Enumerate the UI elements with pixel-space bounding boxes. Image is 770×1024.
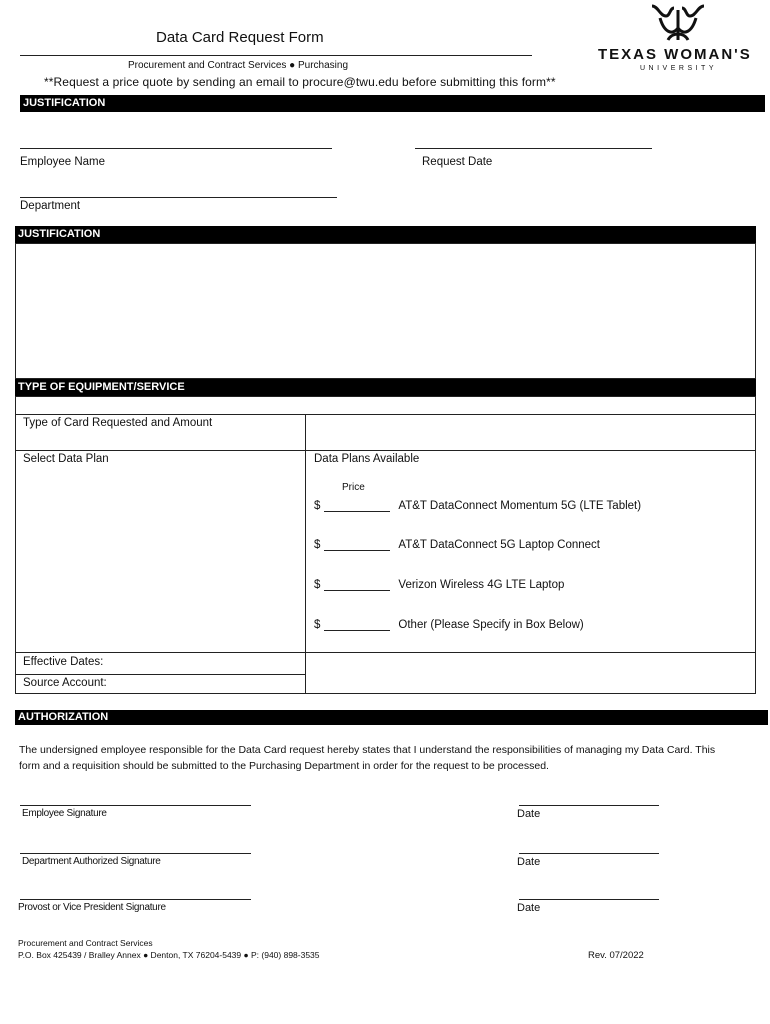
card-type-field[interactable] bbox=[306, 415, 755, 450]
provost-date-label: Date bbox=[517, 902, 541, 914]
price-quote-note: **Request a price quote by sending an email to procure@twu.edu before submitting this form** bbox=[44, 75, 556, 89]
table-divider bbox=[15, 674, 306, 675]
employee-name-line[interactable] bbox=[20, 148, 332, 149]
department-signature-label: Department Authorized Signature bbox=[22, 856, 161, 867]
plan-row bbox=[314, 499, 641, 512]
provost-signature-line[interactable] bbox=[20, 899, 251, 900]
equipment-bar bbox=[15, 379, 756, 396]
select-plan-label: Select Data Plan bbox=[23, 453, 109, 465]
employee-date-label: Date bbox=[517, 808, 541, 820]
provost-signature-label: Provost or Vice President Signature bbox=[18, 902, 166, 913]
department-date-line[interactable] bbox=[519, 853, 659, 854]
effective-dates-label: Effective Dates: bbox=[23, 656, 104, 668]
authorization-label: AUTHORIZATION bbox=[18, 711, 109, 723]
justification-bar bbox=[15, 226, 756, 243]
footer-office: Procurement and Contract Services bbox=[18, 938, 153, 948]
department-signature-line[interactable] bbox=[20, 853, 251, 854]
equipment-label: TYPE OF EQUIPMENT/SERVICE bbox=[18, 381, 185, 393]
request-date-label: Request Date bbox=[422, 156, 493, 168]
plan-name: Other (Please Specify in Box Below) bbox=[398, 619, 584, 631]
plan-name: AT&T DataConnect 5G Laptop Connect bbox=[398, 539, 600, 551]
currency-symbol: $ bbox=[314, 500, 321, 512]
employee-name-label: Employee Name bbox=[20, 156, 106, 168]
title-rule bbox=[20, 55, 532, 56]
table-divider bbox=[15, 450, 756, 451]
plan-name: Verizon Wireless 4G LTE Laptop bbox=[398, 579, 565, 591]
employee-signature-line[interactable] bbox=[20, 805, 251, 806]
department-line: Procurement and Contract Services ● Purchasing bbox=[128, 60, 349, 71]
price-input[interactable] bbox=[324, 618, 390, 631]
logo-wordmark: TEXAS WOMAN'S bbox=[598, 46, 752, 63]
authorization-statement: The undersigned employee responsible for the Data Card request hereby states that I understand the responsibilities of managing my Data Card. This form and a requisition should be submitted to the Purchasing Department in order for the request to be processed. bbox=[19, 744, 716, 772]
footer-revision: Rev. 07/2022 bbox=[588, 950, 644, 961]
department-date-label: Date bbox=[517, 856, 541, 868]
form-title: Data Card Request Form bbox=[156, 29, 324, 46]
price-label: Price bbox=[342, 482, 365, 493]
section-bar-top bbox=[20, 95, 765, 112]
justification-box[interactable] bbox=[15, 243, 756, 379]
currency-symbol: $ bbox=[314, 539, 321, 551]
footer-address: P.O. Box 425439 / Bralley Annex ● Denton, TX 76204-5439 ● P: (940) 898-3535 bbox=[18, 950, 320, 960]
department-line[interactable] bbox=[20, 197, 337, 198]
currency-symbol: $ bbox=[314, 619, 321, 631]
source-account-label: Source Account: bbox=[23, 677, 107, 689]
twu-logo-icon bbox=[648, 2, 708, 42]
provost-date-line[interactable] bbox=[519, 899, 659, 900]
logo-subtext: UNIVERSITY bbox=[640, 65, 718, 72]
department-label: Department bbox=[20, 200, 81, 212]
plan-name: AT&T DataConnect Momentum 5G (LTE Tablet) bbox=[398, 500, 642, 512]
plan-row bbox=[314, 538, 600, 551]
plan-row bbox=[314, 618, 584, 631]
price-input[interactable] bbox=[324, 538, 390, 551]
request-date-line[interactable] bbox=[415, 148, 652, 149]
authorization-bar bbox=[15, 710, 768, 725]
price-input[interactable] bbox=[324, 499, 390, 512]
employee-date-line[interactable] bbox=[519, 805, 659, 806]
plans-header: Data Plans Available bbox=[314, 453, 420, 465]
dates-account-field[interactable] bbox=[306, 653, 755, 693]
section-top-label: JUSTIFICATION bbox=[23, 97, 106, 109]
employee-signature-label: Employee Signature bbox=[22, 808, 107, 819]
price-input[interactable] bbox=[324, 578, 390, 591]
justification-label: JUSTIFICATION bbox=[18, 228, 101, 240]
table-column-divider bbox=[305, 414, 306, 694]
card-type-label: Type of Card Requested and Amount bbox=[23, 417, 213, 429]
plan-row bbox=[314, 578, 564, 591]
currency-symbol: $ bbox=[314, 579, 321, 591]
